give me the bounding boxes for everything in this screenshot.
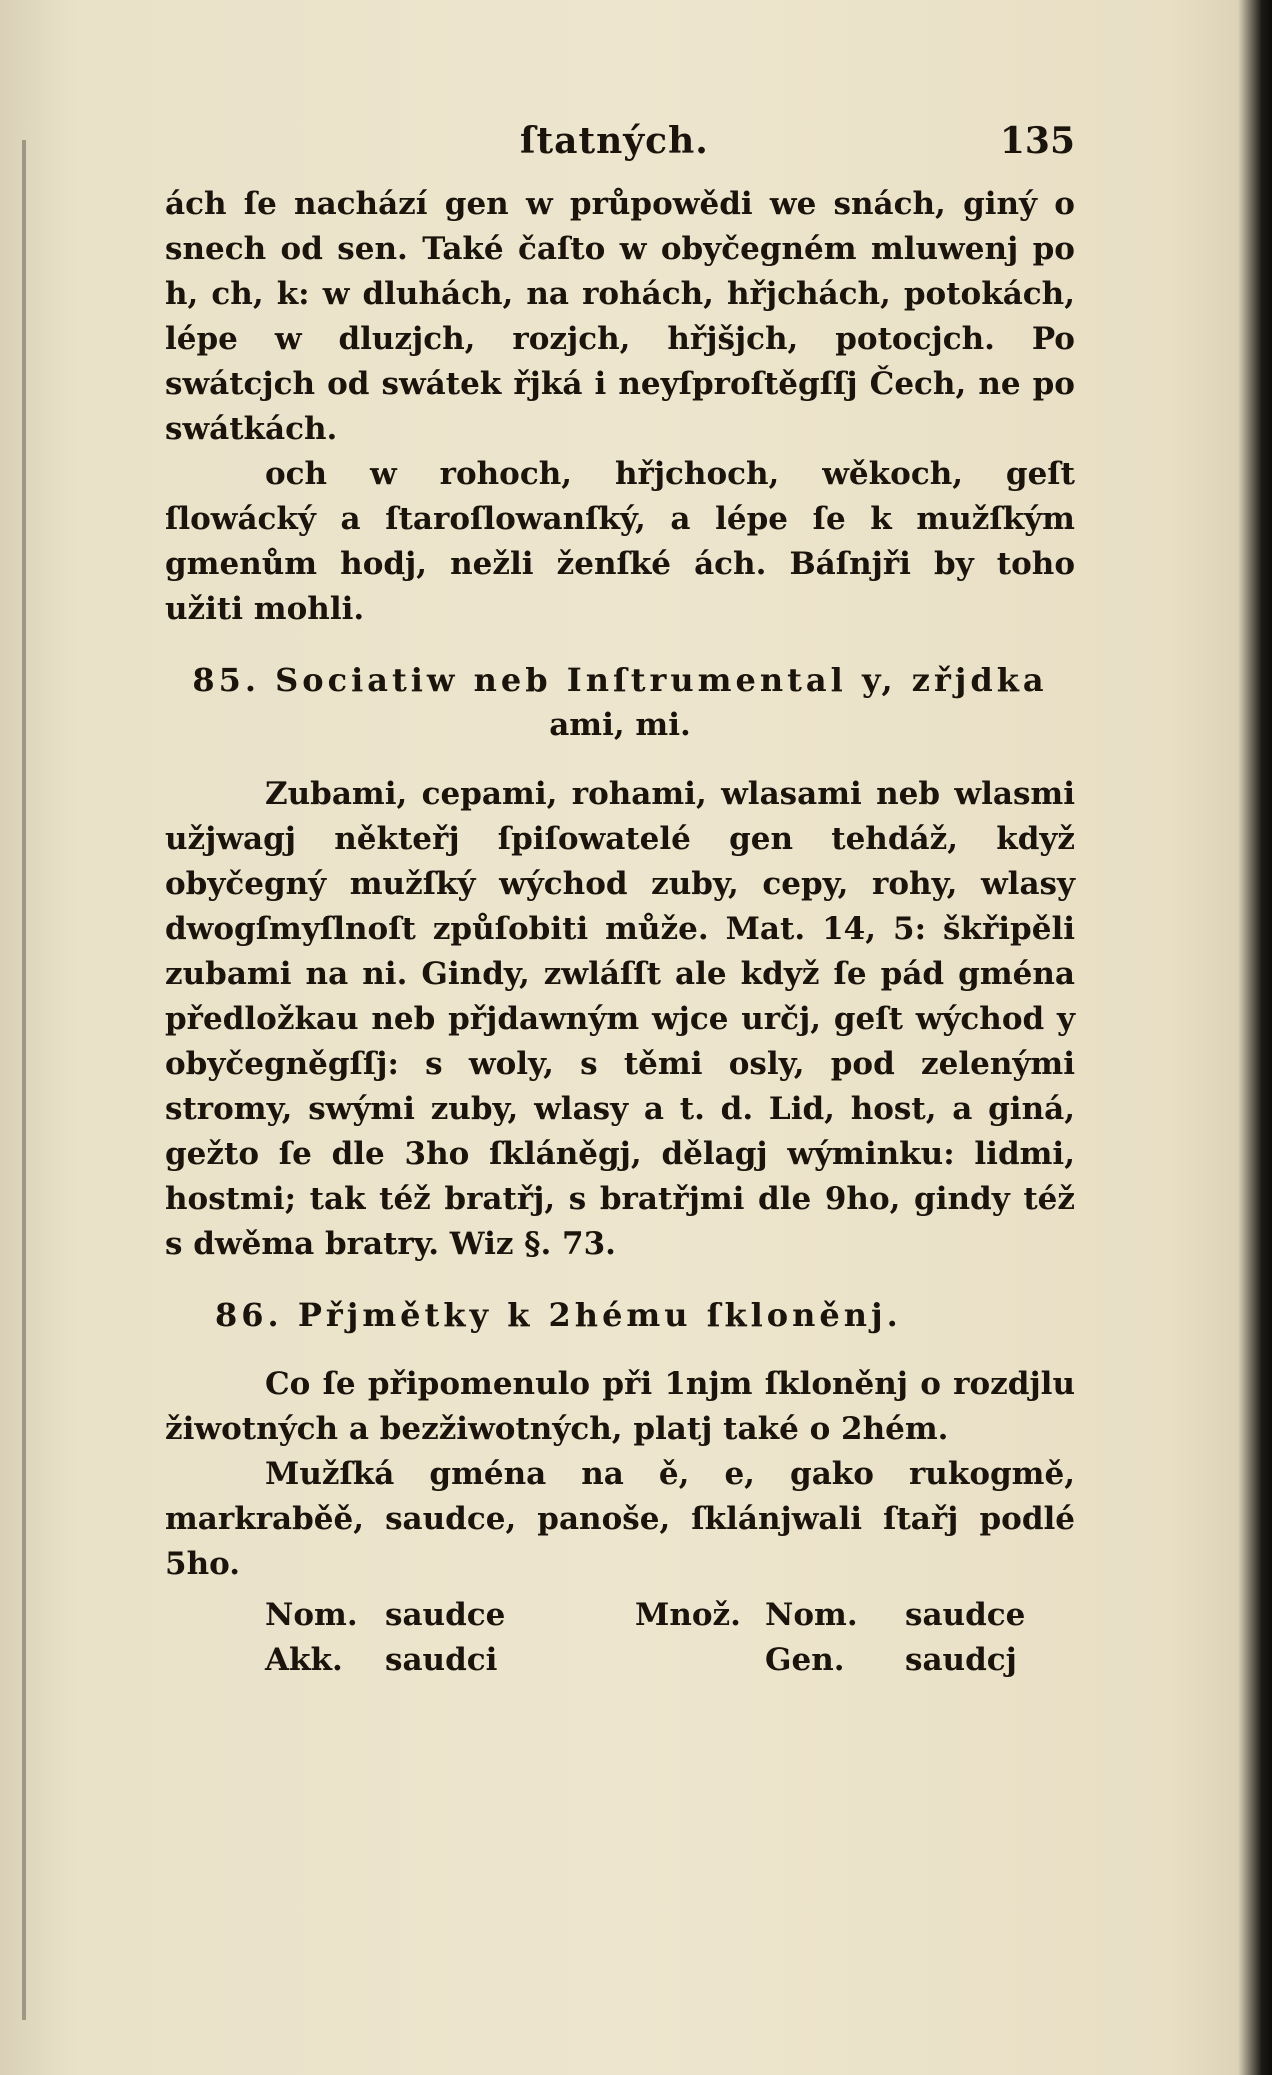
paradigm-cell: Akk. <box>265 1642 343 1678</box>
section-86-paragraph-2: Mužſká gména na ě, e, gako rukogmě, markraběě, saudce, panoše, ſklánjwali ſtařj podlé 5ho. <box>165 1456 1075 1582</box>
paragraph-continued: ách ſe nachází gen w průpowědi we snách, giný o snech od sen. Také čaſto w obyčegném mluwenj po h, ch, k: w dluhách, na rohách, hřjchách, potokách, lépe w dluzjch, rozjch, hřjšjch, potocjch. Po swátcjch od swátek řjká i neyſproſtěgſſj Čech, ne po swátkách. <box>165 186 1075 447</box>
paragraph-och: och w rohoch, hřjchoch, wěkoch, geſt ſlowácký a ſtaroſlowanſký, a lépe ſe k mužſkým gmenům hodj, nežli ženſké ách. Báſnjři by toho užiti mohli. <box>165 456 1075 627</box>
page-number: 135 <box>999 120 1075 162</box>
page-body <box>165 182 1075 1683</box>
page-edge-shadow <box>1238 0 1272 2075</box>
running-head: ſtatných. <box>520 120 709 162</box>
section-86-paragraph-1: Co ſe připomenulo při 1njm ſkloněnj o rozdjlu žiwotných a bezžiwotných, platj také o 2hém. <box>165 1366 1075 1447</box>
section-85-paragraph: Zubami, cepami, rohami, wlasami neb wlasmi užjwagj někteřj ſpiſowatelé gen tehdáž, když obyčegný mužſký wýchod zuby, cepy, rohy, wlasy dwogſmyſlnoſt způſobiti může. Mat. 14, 5: škřipěli zubami na ni. Gindy, zwláſſt ale když ſe pád gména předložkau neb přjdawným wjce určj, geſt wýchod y obyčegněgſſj: s woly, s těmi osly, pod zelenými stromy, swými zuby, wlasy a t. d. Lid, host, a giná, gežto ſe dle 3ho ſkláněgj, dělagj wýminku: lidmi, hostmi; tak též bratřj, s bratřjmi dle 9ho, gindy též s dwěma bratry. Wiz §. 73. <box>165 776 1075 1262</box>
paradigm-cell: Nom. <box>765 1597 858 1633</box>
paradigm-cell: Nom. <box>265 1597 358 1633</box>
section-85-subheading: ami, mi. <box>549 707 691 743</box>
page-gutter-shadow <box>22 140 26 2020</box>
paradigm-cell: Gen. <box>765 1642 845 1678</box>
declension-paradigm <box>165 1593 1075 1683</box>
paradigm-cell <box>635 1638 765 1683</box>
paradigm-cell: saudce <box>385 1597 506 1633</box>
section-85-heading: 85. Sociatiw neb Inſtrumental y, zřjdka <box>192 661 1048 699</box>
paradigm-cell: saudci <box>385 1642 498 1678</box>
page-header <box>170 120 1075 180</box>
paradigm-cell: Množ. <box>635 1597 741 1633</box>
paradigm-cell: saudce <box>905 1597 1026 1633</box>
section-86-heading: 86. Přjmětky k 2hému ſkloněnj. <box>215 1296 902 1334</box>
paradigm-cell: saudcj <box>905 1642 1017 1678</box>
